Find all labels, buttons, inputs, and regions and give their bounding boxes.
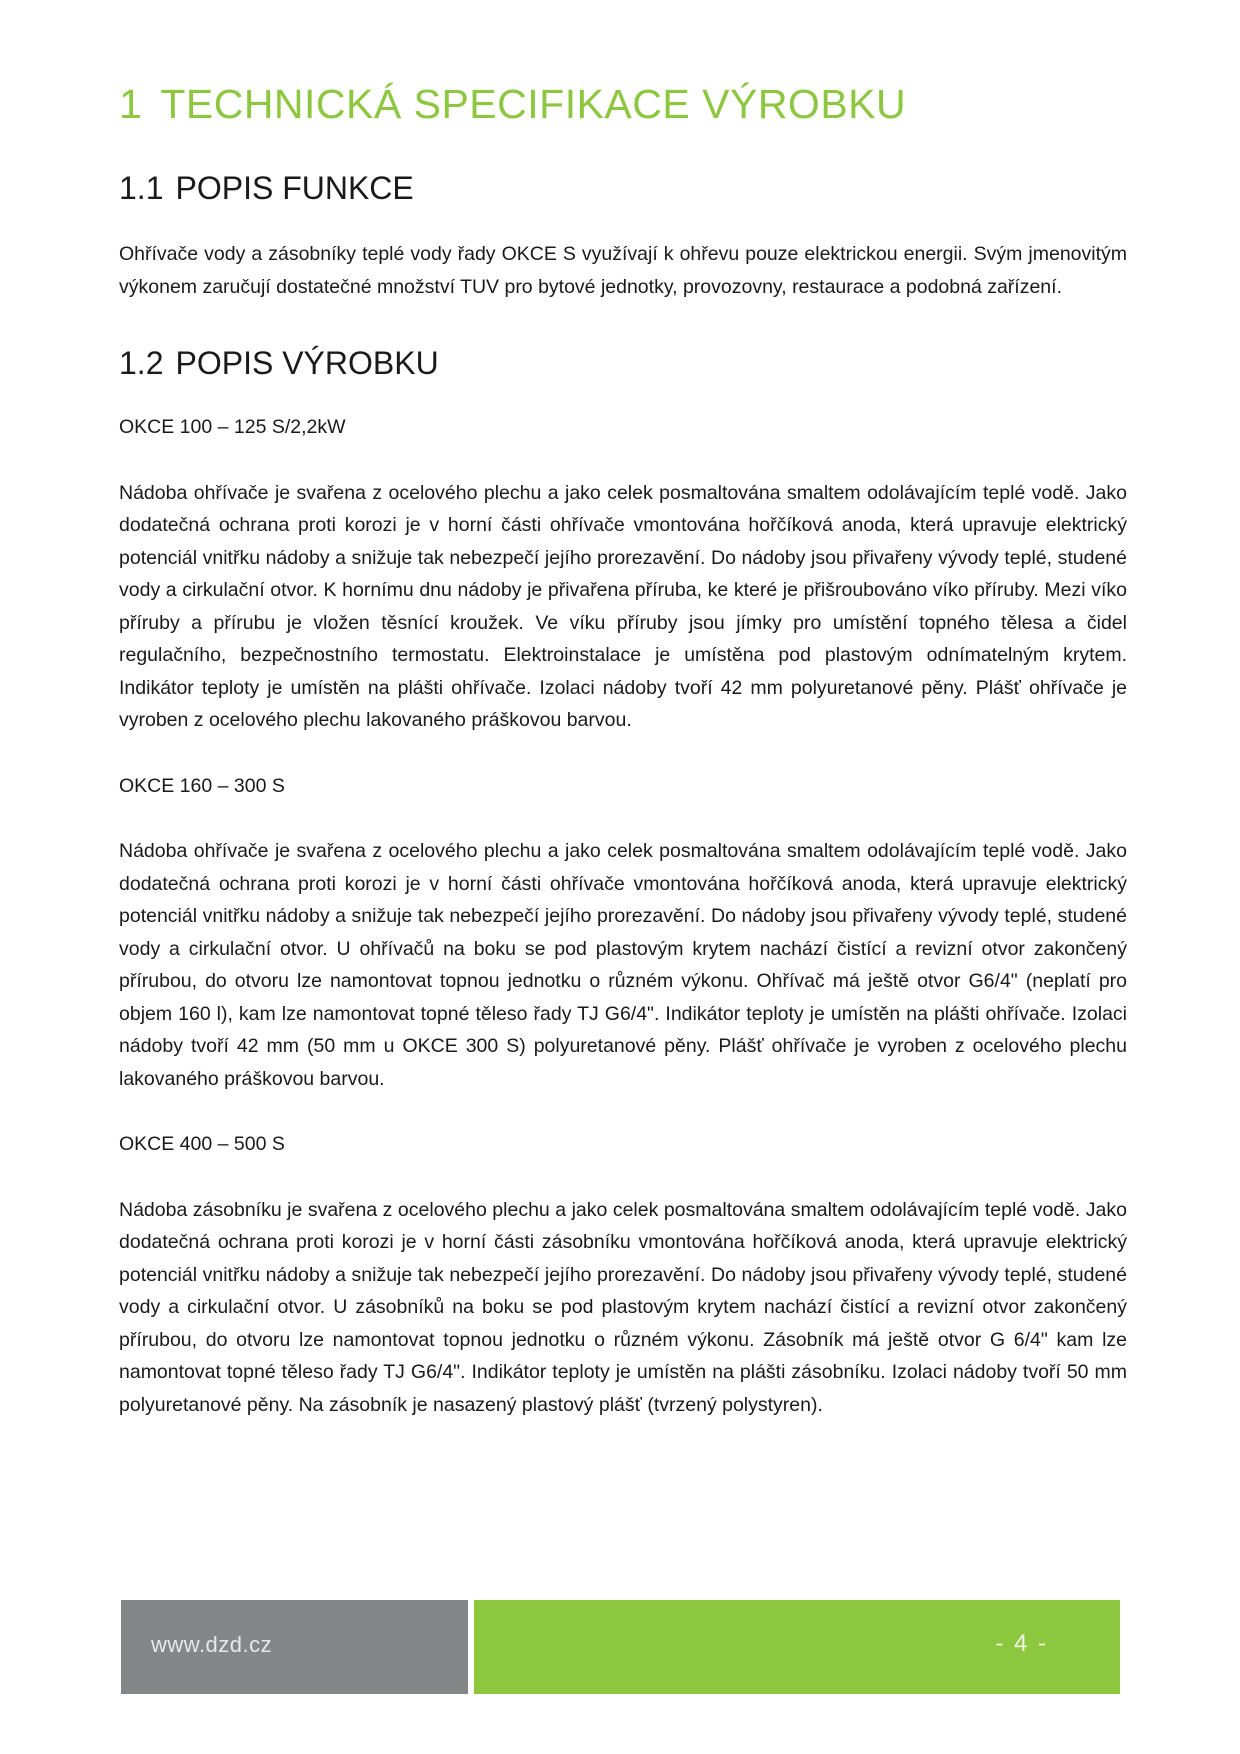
model-title-okce-400-500: OKCE 400 – 500 S xyxy=(119,1133,285,1155)
model-description-okce-100-125: Nádoba ohřívače je svařena z ocelového plechu a jako celek posmaltována smaltem odolávajícím teplé vodě. Jako dodatečná ochrana proti korozi je v horní části ohřívače vmontována hořčíková anoda, která upravuje elektrický potenciál vnitřku nádoby a snižuje tak nebezpečí jejího prorezavění. Do nádoby jsou přivařeny vývody teplé, studené vody a cirkulační otvor. K hornímu dnu nádoby je přivařena příruba, ke které je přišroubováno víko příruby. Mezi víko příruby a přírubu je vložen těsnící kroužek. Ve víku příruby jsou jímky pro umístění topného tělesa a čidel regulačního, bezpečnostního termostatu. Elektroinstalace je umístěna pod plastovým odnímatelným krytem. Indikátor teploty je umístěn na plášti ohřívače. Izolaci nádoby tvoří 42 mm polyuretanové pěny. Plášť ohřívače je vyroben z ocelového plechu lakovaného práškovou barvou. xyxy=(119,481,1127,731)
chapter-number: 1 xyxy=(119,81,143,127)
section-heading-popis-vyrobku xyxy=(119,343,1127,383)
model-title-okce-160-300: OKCE 160 – 300 S xyxy=(119,774,285,797)
model-title-okce-100-125: OKCE 100 – 125 S/2,2kW xyxy=(119,416,346,438)
footer-page-block xyxy=(474,1600,1120,1694)
section-number: 1.1 xyxy=(119,170,164,206)
chapter-title: TECHNICKÁ SPECIFIKACE VÝROBKU xyxy=(160,81,907,127)
model-description-okce-160-300: Nádoba ohřívače je svařena z ocelového plechu a jako celek posmaltována smaltem odolávajícím teplé vodě. Jako dodatečná ochrana proti korozi je v horní části ohřívače vmontována hořčíková anoda, která upravuje elektrický potenciál vnitřku nádoby a snižuje tak nebezpečí jejího prorezavění. Do nádoby jsou přivařeny vývody teplé, studené vody a cirkulační otvor. U ohřívačů na boku se pod plastovým krytem nachází čistící a revizní otvor zakončený přírubou, do otvoru lze namontovat topnou jednotku o různém výkonu. Ohřívač má ještě otvor G6/4" (neplatí pro objem 160 l), kam lze namontovat topné těleso řady TJ G6/4". Indikátor teploty je umístěn na plášti ohřívače. Izolaci nádoby tvoří 42 mm (50 mm u OKCE 300 S) polyuretanové pěny. Plášť ohřívače je vyroben z ocelového plechu lakovaného práškovou barvou. xyxy=(119,840,1127,1090)
section-title: POPIS VÝROBKU xyxy=(175,345,439,381)
section-heading-popis-funkce xyxy=(119,168,1127,208)
page-number: - 4 - xyxy=(995,1630,1048,1657)
section-number: 1.2 xyxy=(119,345,164,381)
paragraph-popis-funkce: Ohřívače vody a zásobníky teplé vody řady OKCE S využívají k ohřevu pouze elektrickou energii. Svým jmenovitým výkonem zaručují dostatečné množství TUV pro bytové jednotky, provozovny, restaurace a podobná zařízení. xyxy=(119,243,1127,298)
footer-url[interactable]: www.dzd.cz xyxy=(151,1632,273,1657)
page-content xyxy=(119,78,1127,1421)
model-description-okce-400-500: Nádoba zásobníku je svařena z ocelového plechu a jako celek posmaltována smaltem odolávajícím teplé vodě. Jako dodatečná ochrana proti korozi je v horní části zásobníku vmontována hořčíková anoda, která upravuje elektrický potenciál vnitřku nádoby a snižuje tak nebezpečí jejího prorezavění. Do nádoby jsou přivařeny vývody teplé, studené vody a cirkulační otvor. U zásobníků na boku se pod plastovým krytem nachází čistící a revizní otvor zakončený přírubou, do otvoru lze namontovat topnou jednotku o různém výkonu. Zásobník má ještě otvor G 6/4" kam lze namontovat topné těleso řady TJ G6/4". Indikátor teploty je umístěn na plášti zásobníku. Izolaci nádoby tvoří 50 mm polyuretanové pěny. Na zásobník je nasazený plastový plášť (tvrzený polystyren). xyxy=(119,1198,1127,1416)
chapter-heading xyxy=(119,78,1127,130)
footer-url-block xyxy=(121,1600,468,1694)
section-title: POPIS FUNKCE xyxy=(175,170,414,206)
